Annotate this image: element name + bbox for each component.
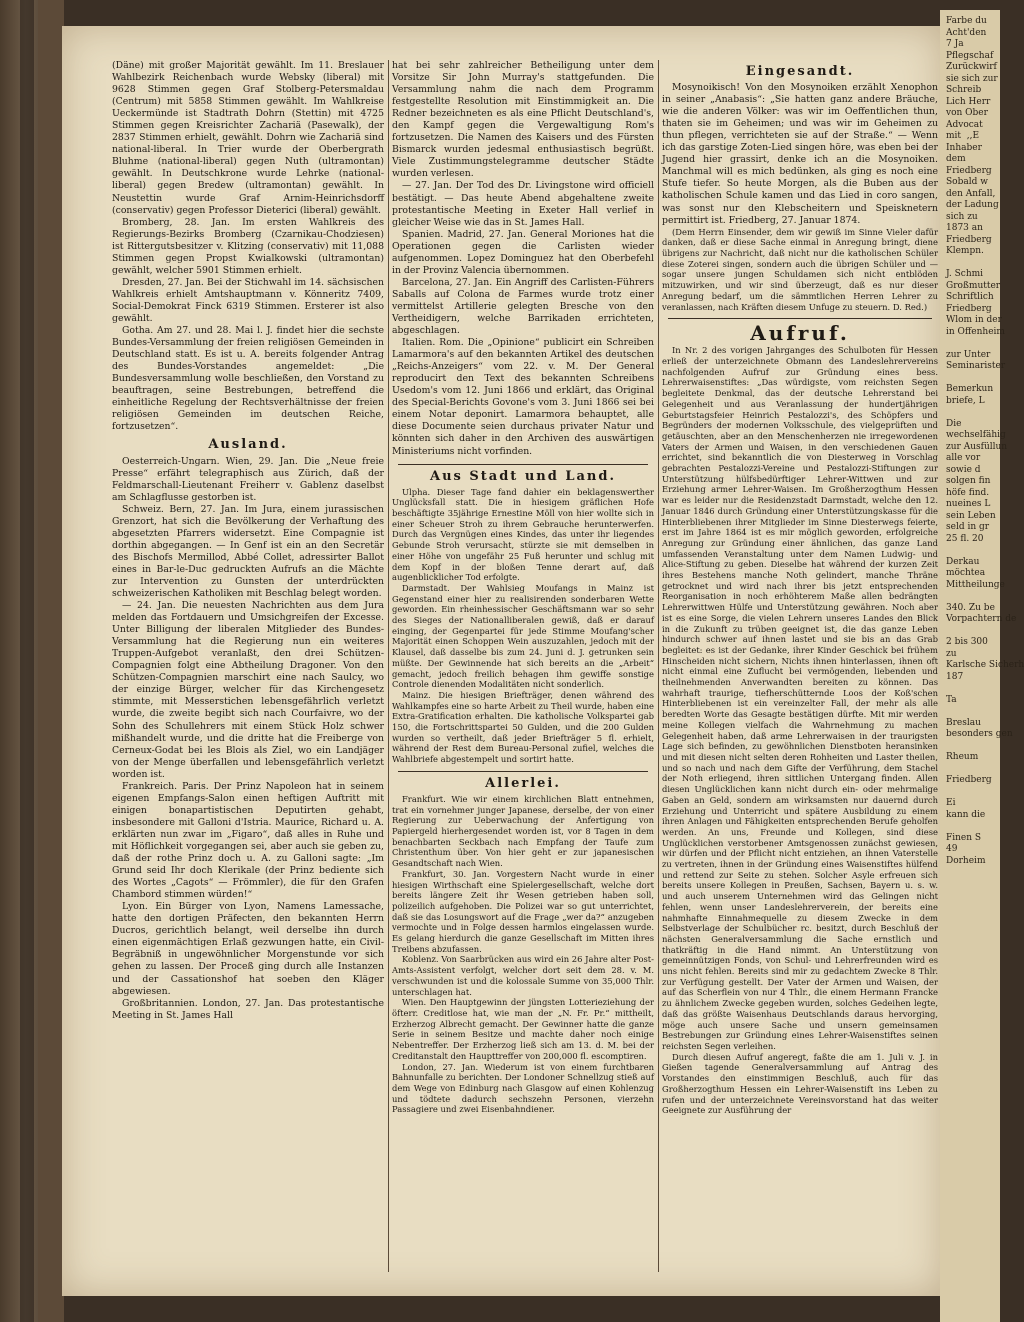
article-text: (Däne) mit großer Majorität gewählt. Im 11. Breslauer Wahlbezirk Reichenbach wurde Websky (liberal) mit 9628 Stimmen gegen Graf Stolberg-Petersmaldau (Centrum) mit 5858 Stimmen gewählt. Im Wahlkreise Ueckermünde ist Stadtrath Dohrn (Stettin) mit 4725 Stimmen gegen Kreisrichter Zachariä (Pasewalk), der 2837 Stimmen erhielt, gewählt. Dohrn wie Zachariä sind national-liberal. In Trier wurde der Oberbergrath Bluhme (national-liberal) gegen Nuth (ultramontan) gewählt. In Deutschkrone wurde Lehrke (national-liberal) gegen Bredew (ultramontan) gewählt. In Neustettin wurde Graf Arnim-Heinrichsdorff (conservativ) gegen Professor Dieterici (liberal) gewählt.: [112, 60, 384, 216]
column-middle: [392, 60, 654, 1115]
newspaper-page: [62, 26, 942, 1296]
article-text: hat bei sehr zahlreicher Betheiligung unter dem Vorsitze Sir John Murray's stattgefunden. Die Versammlung nahm die nach dem Programm festgestellte Resolution mit Einstimmigkeit an. Die Redner bezeichneten es als eine Pflicht Deutschland's, den Kampf gegen die Vergewaltigung Rom's fortzusetzen. Die Namen des Kaisers und des Fürsten Bismarck wurden jedesmal enthusiastisch begrüßt. Viele Zustimmungstelegramme deutscher Städte wurden verlesen.: [392, 60, 654, 180]
adjacent-page-fragments: Farbe du Acht'den 7 Ja Pflegschaf Zurückwirf sie sich zur Schreib Lich Herr von Ober Advocat mit ,,E Inhaber dem Friedberg Sobald w den Anfall, der Ladung sich zu 1873 an Friedberg Klempn. J. Schmi Großmutter Schriftlich Friedberg Wlom in der in Offenheim zur Unter Seminarister Bemerkun briefe, L Die wechselfähig zur Ausfüllun alle vor sowie d solgen fin höfe find. nueines L sein Leben seld in gr 25 fl. 20 Derkau möchtea Mittheilunge 340. Zu be Vorpachtern de 2 bis 300 zu Karlsche Sicherh 187 Ta Breslau besonders gen Rheum Friedberg Ei kann die Finen S 49 Dorheim: [946, 16, 1024, 866]
article-text: Mainz. Die hiesigen Briefträger, denen während des Wahlkampfes eine so harte Arbeit zu Theil wurde, haben eine Extra-Gratification erhalten. Die katholische Volkspartei gab 150, die Fortschrittspartei 50 Gulden, und die 200 Gulden wurden so vertheilt, daß jeder Briefträger 5 fl. erhielt, während der Rest dem Bureau-Personal zufiel, welches die Wahlbriefe abgestempelt und sortirt hatte.: [392, 689, 654, 765]
article-text: — 24. Jan. Die neuesten Nachrichten aus dem Jura melden das Fortdauern und Umsichgreifen der Excesse. Unter Billigung der liberalen Mitglieder des Bundes-Versammlung hat die Regierung nun ein weiteres Truppen-Aufgebot veranlaßt, den drei Schützen-Compagnien folgt eine Abtheilung Dragoner. Von den Schützen-Compagnien marschirt eine nach Saulcy, wo der einzige Bürger, welcher für das Kirchengesetz stimmte, mit Messerstichen lebensgefährlich verletzt wurde, die zweite begibt sich nach Courfaivre, wo der Sohn des Schullehrers mit einem Stück Holz schwer mißhandelt wurde, und die dritte hat die Freiberge von Cerneux-Godat bei les Blois als Ziel, wo ein Landjäger von der Menge überfallen und lebensgefährlich verletzt worden ist.: [112, 600, 384, 780]
article-text: Wien. Den Hauptgewinn der jüngsten Lotterieziehung der öfterr. Creditlose hat, wie man der „N. Fr. Pr.“ mittheilt, Erzherzog Albrecht gemacht. Der Gewinner hatte die ganze Serie in seinem Besitze und machte daher noch einige Nebentreffer. Der Erzherzog ließ sich am 13. d. M. bei der Creditanstalt den Haupttreffer von 200,000 fl. escomptiren.: [392, 997, 654, 1061]
article-text: Ulpha. Dieser Tage fand dahier ein beklagenswerther Unglücksfall statt. Die in hiesigem gräflichen Hofe beschäftigte 35jährige Ernestine Möll von hier wollte sich in einer Scheuer Stroh zu ihrem Gebrauche herunterwerfen. Durch das Vergnügen eines Kindes, das unter ihr liegendes Gebunde Stroh verursacht, stürzte sie mit demselben in einer Höhe von ungefähr 25 Fuß herunter und schlug mit dem Kopf in der bloßen Tenne derart auf, daß augenblicklicher Tod erfolgte.: [392, 486, 654, 583]
section-rule: [398, 771, 648, 772]
page-gutter: [38, 0, 64, 1322]
article-text: Frankfurt. Wie wir einem kirchlichen Blatt entnehmen, trat ein vornehmer junger Japanese, derselbe, der von einer Regierung zur Ueberwachung der Anfertigung von Papiergeld hierhergesendet worden ist, vor 8 Tagen in dem benachbarten Seckbach nach Empfang der Taufe zum Christenthum über. Von hier geht er zur japanesischen Gesandtschaft nach Wien.: [392, 793, 654, 869]
section-heading-eingesandt: Eingesandt.: [745, 64, 855, 79]
section-heading-ausland: Ausland.: [208, 437, 288, 453]
article-text: Frankreich. Paris. Der Prinz Napoleon hat in seinem eigenen Empfangs-Salon einen heftigen Auftritt mit einigen bonapartistischen Deputirten gehabt, insbesondere mit Galloni d'Istria. Maurice, Richard u. A. erklärten nun zwar im „Figaro“, daß alles in Ruhe und mit Höflichkeit vorgegangen sei, aber auch sie geben zu, daß der rothe Prinz doch u. A. zu Galloni sagte: „Im Grund seid Ihr doch Klerikale (der Prinz bediente sich des Wortes „Cagots“ — Frömmler), die für den Grafen Chambord stimmen würden!“: [112, 780, 384, 901]
column-divider: [388, 60, 389, 1272]
article-text: Bromberg, 28. Jan. Im ersten Wahlkreis des Regierungs-Bezirks Bromberg (Czarnikau-Chodziesen) ist Rittergutsbesitzer v. Klitzing (conservativ) mit 11,088 Stimmen gegen Propst Kwialkowski (ultramontan) gewählt, welcher 5901 Stimmen erhielt.: [112, 216, 384, 276]
section-rule: [668, 318, 932, 319]
article-text: Gotha. Am 27. und 28. Mai l. J. findet hier die sechste Bundes-Versammlung der freien religiösen Gemeinden in Deutschland statt. Es ist u. A. bereits folgender Antrag des Bundes-Vorstandes angemeldet: „Die Bundesversammlung wolle beschließen, den Vorstand zu beauftragen, seine Bestrebungen, betreffend die einheitliche Regelung der Rechtsverhältnisse der freien religiösen Gemeinden im deutschen Reiche, fortzusetzen“.: [112, 325, 384, 433]
article-text: Schweiz. Bern, 27. Jan. Im Jura, einem jurassischen Grenzort, hat sich die Bevölkerung der Verhaftung des abgesetzten Pfarrers widersetzt. Eine Compagnie ist dorthin abgegangen. — In Genf ist ein an den Secretär des Bischofs Mermillod, Abbé Collet, adressirter Ballot eines in Bar-le-Duc gedruckten Aufrufs an die Mächte zur Intervention zu Gunsten der unterdrückten schweizerischen Katholiken mit Beschlag belegt worden.: [112, 503, 384, 600]
article-text: Spanien. Madrid, 27. Jan. General Moriones hat die Operationen gegen die Carlisten wieder aufgenommen. Lopez Dominguez hat den Oberbefehl in der Provinz Valencia übernommen.: [392, 228, 654, 276]
article-text: Dresden, 27. Jan. Bei der Stichwahl im 14. sächsischen Wahlkreis erhielt Amtshauptmann v. Könneritz 7409, Social-Demokrat Finck 6319 Stimmen. Ersterer ist also gewählt.: [112, 276, 384, 324]
adjacent-page-edge: [940, 10, 1024, 1322]
article-text: Darmstadt. Der Wahlsieg Moufangs in Mainz ist Gegenstand einer hier zu realisirenden sonderbaren Wette geworden. Ein rheinhessischer Geschäftsmann war so sehr des Sieges der Nationalliberalen gewiß, daß er darauf einging, der Gegenpartei für jede Stimme Moufang'scher Majorität einen Schoppen Wein auszuzahlen, jedoch mit der Klausel, daß dasselbe bis zum 24. Juni d. J. getrunken sein müßte. Der Gewinnende hat sich bereits an die „Arbeit“ gemacht, jedoch freilich behagen ihm gewiffe sonstige Controle dienenden Modalitäten nicht sonderlich.: [392, 582, 654, 690]
section-heading-stadt-und-land: Aus Stadt und Land.: [430, 468, 616, 484]
article-text: Italien. Rom. Die „Opinione“ publicirt ein Schreiben Lamarmora's auf den bekannten Artikel des deutschen „Reichs-Anzeigers“ vom 22. v. M. Der General reproducirt den Text des bekannten Schreibens Usedom's vom 12. Juni 1866 und erklärt, das Original des Special-Berichts Govone's vom 3. Juni 1866 sei bei einem Notar deponirt. Lamarmora behauptet, alle diese Documente seien durchaus privater Natur und könnten sich daher in den Archiven des auswärtigen Ministeriums nicht vorfinden.: [392, 337, 654, 457]
article-text: Großbritannien. London, 27. Jan. Das protestantische Meeting in St. James Hall: [112, 997, 384, 1021]
section-rule: [398, 464, 648, 465]
article-text: Barcelona, 27. Jan. Ein Angriff des Carlisten-Führers Saballs auf Colona de Farmes wurde trotz einer vermittelst Artillerie gelegten Bresche von den Vertheidigern, welche Barrikaden errichteten, abgeschlagen.: [392, 276, 654, 337]
article-text: Lyon. Ein Bürger von Lyon, Namens Lamessache, hatte den dortigen Präfecten, den bekannten Herrn Ducros, gerichtlich belangt, weil derselbe ihn durch einen eigenmächtigen Erlaß gezwungen hatte, ein Civil-Begräbniß in ungewöhnlicher Morgenstunde vor sich gehen zu lassen. Der Proceß ging durch alle Instanzen und der Cassationshof hat soeben den Kläger abgewiesen.: [112, 901, 384, 997]
article-text: Koblenz. Von Saarbrücken aus wird ein 26 Jahre alter Post-Amts-Assistent verfolgt, welcher dort seit dem 28. v. M. verschwunden ist und die kolossale Summe von 35,000 Thlr. unterschlagen hat.: [392, 954, 654, 997]
column-divider: [658, 60, 659, 1272]
section-heading-aufruf: Aufruf.: [750, 321, 850, 346]
article-text: Durch diesen Aufruf angeregt, faßte die am 1. Juli v. J. in Gießen tagende Generalversammlung auf Antrag des Vorstandes den einstimmigen Beschluß, auch für das Großherzogthum Hessen ein Lehrer-Waisenstift ins Leben zu rufen und der unterzeichnete Vereinsvorstand hat das weiter Geeignete zur Ausführung der: [662, 1051, 938, 1116]
article-text: Mosynoikisch! Von den Mosynoiken erzählt Xenophon in seiner „Anabasis“: „Sie hatten ganz andere Bräuche, wie die anderen Völker: was wir im Oeffentlichen thun, thaten sie im Geheimen; und was wir im Geheimen zu thun pflegen, verrichteten sie auf der Straße.“ — Wenn ich das garstige Zoten-Lied singen höre, was eben bei der Jugend hier grassirt, denke ich an die Mosynoiken. Manchmal will es mich bedünken, als ging es noch eine Stufe tiefer. So heute Morgen, als die Buben aus der katholischen Schule kamen und das Lied in coro sangen, was sonst nur den Klebscheitern und Speisknetern permittirt ist. Friedberg, 27. Januar 1874.: [662, 82, 938, 226]
article-text: In Nr. 2 des vorigen Jahrganges des Schulboten für Hessen erließ der unterzeichnete Obmann des Landeslehrervereins nachfolgenden Aufruf zur Gründung eines bess. Lehrerwaisenstiftes: „Das würdigste, vom reichsten Segen begleitete Denkmal, das der deutsche Lehrerstand bei Gelegenheit und aus Veranlassung der hundertjährigen Geburtstagsfeier Heinrich Pestalozzi's, des Schöpfers und Begründers der modernen Volksschule, des vielgeprüften und getäuschten, aber an den Menschenherzen nie irregewordenen Vaters der Armen und Waisen, in den verschiedenen Gauen errichtet, sind bekanntlich die von Diesterweg in Vorschlag gebrachten Pestalozzi-Vereine und Pestalozzi-Stiftungen zur Unterstützung hülfsbedürftiger Lehrer-Wittwen und zur Erziehung armer Lehrer-Waisen. Im Großherzogthum Hessen war es leider nur die Residenzstadt Darmstadt, welche den 12. Januar 1846 durch Gründung einer Unterstützungskasse für die Hinterbliebenen ihrer Mitglieder im Sinne Diesterwegs feierte, erst im Jahre 1864 ist es mir möglich geworden, erfolgreiche Anregung zur Gründung einer ähnlichen, das ganze Land umfassenden Veranstaltung unter dem Namen Ludwig- und Alice-Stiftung zu geben. Dieselbe hat während der kurzen Zeit ihres Bestehens manche Noth gelindert, manche Thräne getrocknet und wird nach ihrer bis jetzt entsprechenden Reorganisation in noch erhöhterem Maße allen bedrängten Lehrerwittwen Hülfe und Unterstützung gewähren. Noch aber ist es eine Sorge, die vielen Lehrern unseres Landes den Blick in die Zukunft zu trüben geeignet ist, die das ganze Leben hindurch schwer auf ihnen lastet und sie bis an das Grab begleitet: es ist der Gedanke, ihrer Kinder Geschick bei frühem Hinscheiden nicht sichern, Nichts ihnen hinterlassen, ihnen oft nicht einmal eine Zuflucht bei vermögenden, liebenden und theilnehmenden Anverwandten bereiten zu können. Das wahrhaft traurige, tiefherschütternde Loos der Koß'schen Hinterbliebenen ist ein vereinzelter Fall, der mehr als alle beredten Worte das Gesagte bestätigen dürfte. Mit mir werden meine Kollegen vielfach die Wahrnehmung zu machen Gelegenheit haben, daß arme Lehrerwaisen in der traurigsten Lage sich befinden, zu gewöhnlichen Dienstboten heransinken und mit diesen nicht selten deren Rohheiten und Laster theilen, und so nach und nach dem Gifte der Verführung, dem Stachel der Noth erliegend, ihren sittlichen Untergang finden. Allen diesen Unglücklichen kann nicht durch ein- oder mehrmalige Gaben an Geld, sondern am wirksamsten nur dauernd durch Erziehung und Unterricht und spätere Ausbildung zu einem ihren Anlagen und Fähigkeiten entsprechenden Berufe geholfen werden. An uns, Freunde und Kollegen, sind diese Unglücklichen verstorbener Amtsgenossen zunächst gewiesen, wir dürfen und der Pflicht nicht entziehen, an ihnen Vaterstelle zu vertreten, ihnen in der Gründung eines Waisenstiftes hülfend und rettend zur Seite zu stehen. Solcher Asyle erfreuen sich bereits unsere Kollegen in Preußen, Sachsen, Bayern u. s. w. und auch unserem Unternehmen wird das Gelingen nicht fehlen, wenn unser Landeslehrerverein, der bereits eine nahmhafte Einnahmequelle zu diesem Zwecke in dem Selbstverlage der Schulbücher rc. besitzt, durch Beschluß der nächsten Generalversammlung die Sache ernstlich und thatkräftig in die Hand nimmt. An Unterstützung von gemeinnützigen Fonds, von Schul- und Lehrerfreunden wird es uns nicht fehlen. Bereits sind mir zu gedachtem Zwecke 8 Thlr. zur Verfügung gestellt. Der Vater der Armen und Waisen, der auf das Scherflein von nur 4 Thlr., die einem Hermann Francke zu ähnlichem Zwecke gegeben wurden, solches Gedeihen legte, daß das größte Waisenhaus Deutschlands daraus hervorging, möge auch unsere Sache und unsern gemeinsamen Bestrebungen zur Gründung eines Lehrer-Waisenstiftes seinen reichsten Segen verleihen.: [662, 345, 938, 1051]
article-text: — 27. Jan. Der Tod des Dr. Livingstone wird officiell bestätigt. — Das heute Abend abgehaltene zweite protestantische Meeting in Exeter Hall verlief in gleicher Weise wie das in St. James Hall.: [392, 180, 654, 228]
article-text: London, 27. Jan. Wiederum ist von einem furchtbaren Bahnunfalle zu berichten. Der Londoner Schnellzug stieß auf dem Wege von Edinburg nach Glasgow auf einen Kohlenzug und tödtete dadurch sechszehn Personen, vierzehn Passagiere und zwei Eisenbahndiener.: [392, 1061, 654, 1115]
article-text: Oesterreich-Ungarn. Wien, 29. Jan. Die „Neue freie Presse“ erfährt telegraphisch aus Zürich, daß der Feldmarschall-Lieutenant Freiherr v. Gablenz daselbst am Schlagflusse gestorben ist.: [112, 455, 384, 503]
column-right: [662, 60, 938, 1116]
section-heading-allerlei: Allerlei.: [485, 775, 561, 791]
binding-strip: [20, 0, 34, 1322]
column-left: [112, 60, 384, 1022]
article-text: Frankfurt, 30. Jan. Vorgestern Nacht wurde in einer hiesigen Wirthschaft eine Spielergesellschaft, welche dort bereits längere Zeit ihr Wesen getrieben haben soll, polizeilich aufgehoben. Die Polizei war so gut unterrichtet, daß sie das Losungswort auf die Frage „wer da?“ anzugeben vermochte und in Folge dessen harmlos eingelassen wurde. Es gelang hierdurch die ganze Gesellschaft im Mitten ihres Treibens abzufassen.: [392, 868, 654, 954]
editorial-note: (Dem Herrn Einsender, dem wir gewiß im Sinne Vieler dafür danken, daß er diese Sache einmal in Anregung bringt, diene übrigens zur Nachricht, daß nicht nur die katholischen Schüler diese Zoterei singen, sondern auch die übrigen Schüler und — sogar unsere jungen Schuldamen sich nicht entblöden mitzuwirken, und wir sind überzeugt, daß es nur dieser Anregung bedarf, um die sämmtlichen Herren Lehrer zu veranlassen, nach Kräften diesem Unfuge zu steuern. D. Red.): [662, 226, 938, 312]
